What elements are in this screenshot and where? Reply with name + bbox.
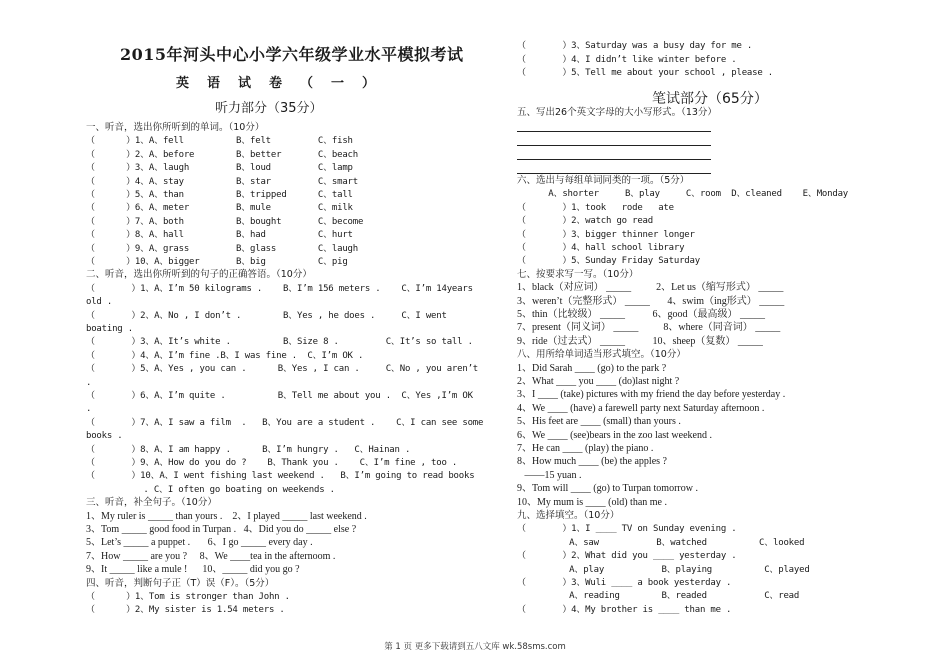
question-line: 7、How _____ are you ? 8、We ____tea in the afternoom . [86,550,336,562]
question-line: （ ）8、A、hall B、had C、hurt [86,230,353,241]
question-line: （ ）1、A、fell B、felt C、fish [86,136,353,147]
question-line: （ ）5、A、than B、tripped C、tall [86,190,353,200]
question-line: old . [86,297,113,308]
question-line: （ ）2、My sister is 1.54 meters . [86,605,285,616]
question-line: 9、It _____ like a mule ! 10、_____ did you go ? [86,564,300,576]
section-heading: 四、听音，判断句子正（T）误（F）。（5分） [86,577,275,589]
question-line: A、play B、playing C、played [517,564,810,575]
writing-section-header: 笔试部分（65分） [652,91,768,107]
question-line: （ ）4、A、stay B、star C、smart [86,176,358,187]
question-line: 10、My mum is ____ (old) than me . [517,496,667,508]
question-line: （ ）6、A、I’m quite . B、Tell me about you . C、Yes ,I’m OK [86,391,473,401]
question-line: 7、present（同义词） _____ 8、where（同音词） _____ [517,322,781,334]
question-line: books . [86,431,123,442]
question-line: （ ）10、A、I went fishing last weekend . B、I’m going to read books [86,471,475,482]
question-line: 3、weren’t（完整形式） _____ 4、swim（ing形式） _____ [517,295,785,307]
question-line: 8、How much ____ (be) the apples ? [517,456,667,468]
question-line: 1、My ruler is _____ than yours . 2、I played _____ last weekend . [86,510,367,522]
question-line: 5、Let’s _____ a puppet . 6、I go _____ every day . [86,537,313,549]
question-line: （ ）8、A、I am happy . B、I’m hungry . C、Hainan . [86,444,411,455]
section-heading: 三、听音，补全句子。（10分） [86,497,217,509]
question-line: （ ）3、Wuli ____ a book yesterday . [517,578,732,588]
question-line: 1、black（对应词） _____ 2、Let us（缩写形式） _____ [517,282,784,294]
question-line: . C、I often go boating on weekends . [86,484,335,495]
question-line: （ ）3、A、laugh B、loud C、lamp [86,163,353,174]
section-heading: 九、选择填空。（10分） [517,510,620,521]
question-line: （ ）5、Tell me about your school , please . [517,68,774,78]
question-line: （ ）7、A、both B、bought C、become [86,216,364,227]
listening-section-header: 听力部分（35分） [215,101,323,116]
question-line: ——15 yuan . [517,469,582,481]
question-line: （ ）5、Sunday Friday Saturday [517,256,700,267]
question-line: （ ）10、A、bigger B、big C、pig [86,257,348,267]
question-line: （ ）9、A、grass B、glass C、laugh [86,243,358,254]
alphabet-writing-line [517,131,711,132]
question-line: （ ）3、A、It’s white . B、Size 8 . C、It’s so tall . [86,337,473,348]
section-heading: 七、按要求写一写。（10分） [517,268,639,280]
question-line: 5、His feet are ____ (small) than yours . [517,416,681,428]
question-line: （ ）1、Tom is stronger than John . [86,592,290,602]
question-line: （ ）2、watch go read [517,216,653,227]
question-line: 9、Tom will ____ (go) to Turpan tomorrow . [517,483,698,495]
alphabet-writing-line [517,159,711,160]
question-line: boating . [86,324,133,334]
question-line: 2、What ____ you ____ (do)last night ? [517,376,680,387]
question-line: （ ）1、I ____ TV on Sunday evening . [517,524,737,535]
question-line: （ ）3、bigger thinner longer [517,229,695,240]
question-line: 4、We ____ (have) a farewell party next Saturday afternoon . [517,402,765,414]
question-line: A、reading B、readed C、read [517,591,800,602]
question-line: . [86,377,92,388]
question-line: A、shorter B、play C、room D、cleaned E、Monday [517,189,849,200]
question-line: （ ）4、My brother is ____ than me . [517,604,732,615]
question-line: （ ）1、A、I’m 50 kilograms . B、I’m 156 meters . C、I’m 14years [86,283,473,294]
question-line: 9、ride（过去式） _____ 10、sheep（复数） _____ [517,335,763,347]
question-line: （ ）4、A、I’m fine .B、I was fine . C、I’m OK . [86,350,364,361]
question-line: 1、Did Sarah ____ (go) to the park ? [517,362,667,374]
section-heading: 二、听音，选出你所听到的句子的正确答语。（10分） [86,269,312,281]
section-heading: 五、写出26个英文字母的大小写形式。（13分） [517,107,717,118]
question-line: （ ）4、I didn’t like winter before . [517,54,737,65]
page-footer: 第 1 页 更多下载请到五八文库 wk.58sms.com [384,642,566,652]
question-line: （ ）7、A、I saw a film . B、You are a student . C、I can see some [86,417,484,428]
question-line: 7、He can ____ (play) the piano . [517,443,654,454]
question-line: （ ）2、What did you ____ yesterday . [517,551,737,562]
question-line: 3、I ____ (take) pictures with my friend the day before yesterday . [517,389,786,401]
question-line: 3、Tom _____ good food in Turpan . 4、Did you do _____ else ? [86,524,357,535]
question-line: （ ）3、Saturday was a busy day for me . [517,41,753,51]
alphabet-writing-line [517,145,711,146]
section-heading: 八、用所给单词适当形式填空。（10分） [517,349,686,361]
alphabet-writing-line [517,173,711,174]
question-line: （ ）6、A、meter B、mule C、milk [86,203,353,214]
section-heading: 一、听音，选出你所听到的单词。（10分） [86,122,265,133]
question-line: （ ）2、A、before B、better C、beach [86,149,358,160]
question-line: （ ）9、A、How do you do ? B、Thank you . C、I’m fine , too . [86,458,458,468]
question-line: 5、thin（比较级） _____ 6、good（最高级） _____ [517,309,766,320]
question-line: A、saw B、watched C、looked [517,537,805,548]
question-line: （ ）5、A、Yes , you can . B、Yes , I can . C、No , you aren’t [86,364,479,375]
section-heading: 六、选出与每组单词同类的一项。（5分） [517,175,690,186]
question-line: （ ）1、took rode ate [517,202,674,213]
page-title: 2015年河头中心小学六年级学业水平模拟考试 [120,45,464,64]
question-line: （ ）4、hall school library [517,243,685,253]
question-line: 6、We ____ (see)bears in the zoo last weekend . [517,429,712,441]
question-line: . [86,404,92,415]
question-line: （ ）2、A、No , I don’t . B、Yes , he does . C、I went [86,310,447,321]
page-subtitle: 英语试卷（一） [176,76,394,91]
